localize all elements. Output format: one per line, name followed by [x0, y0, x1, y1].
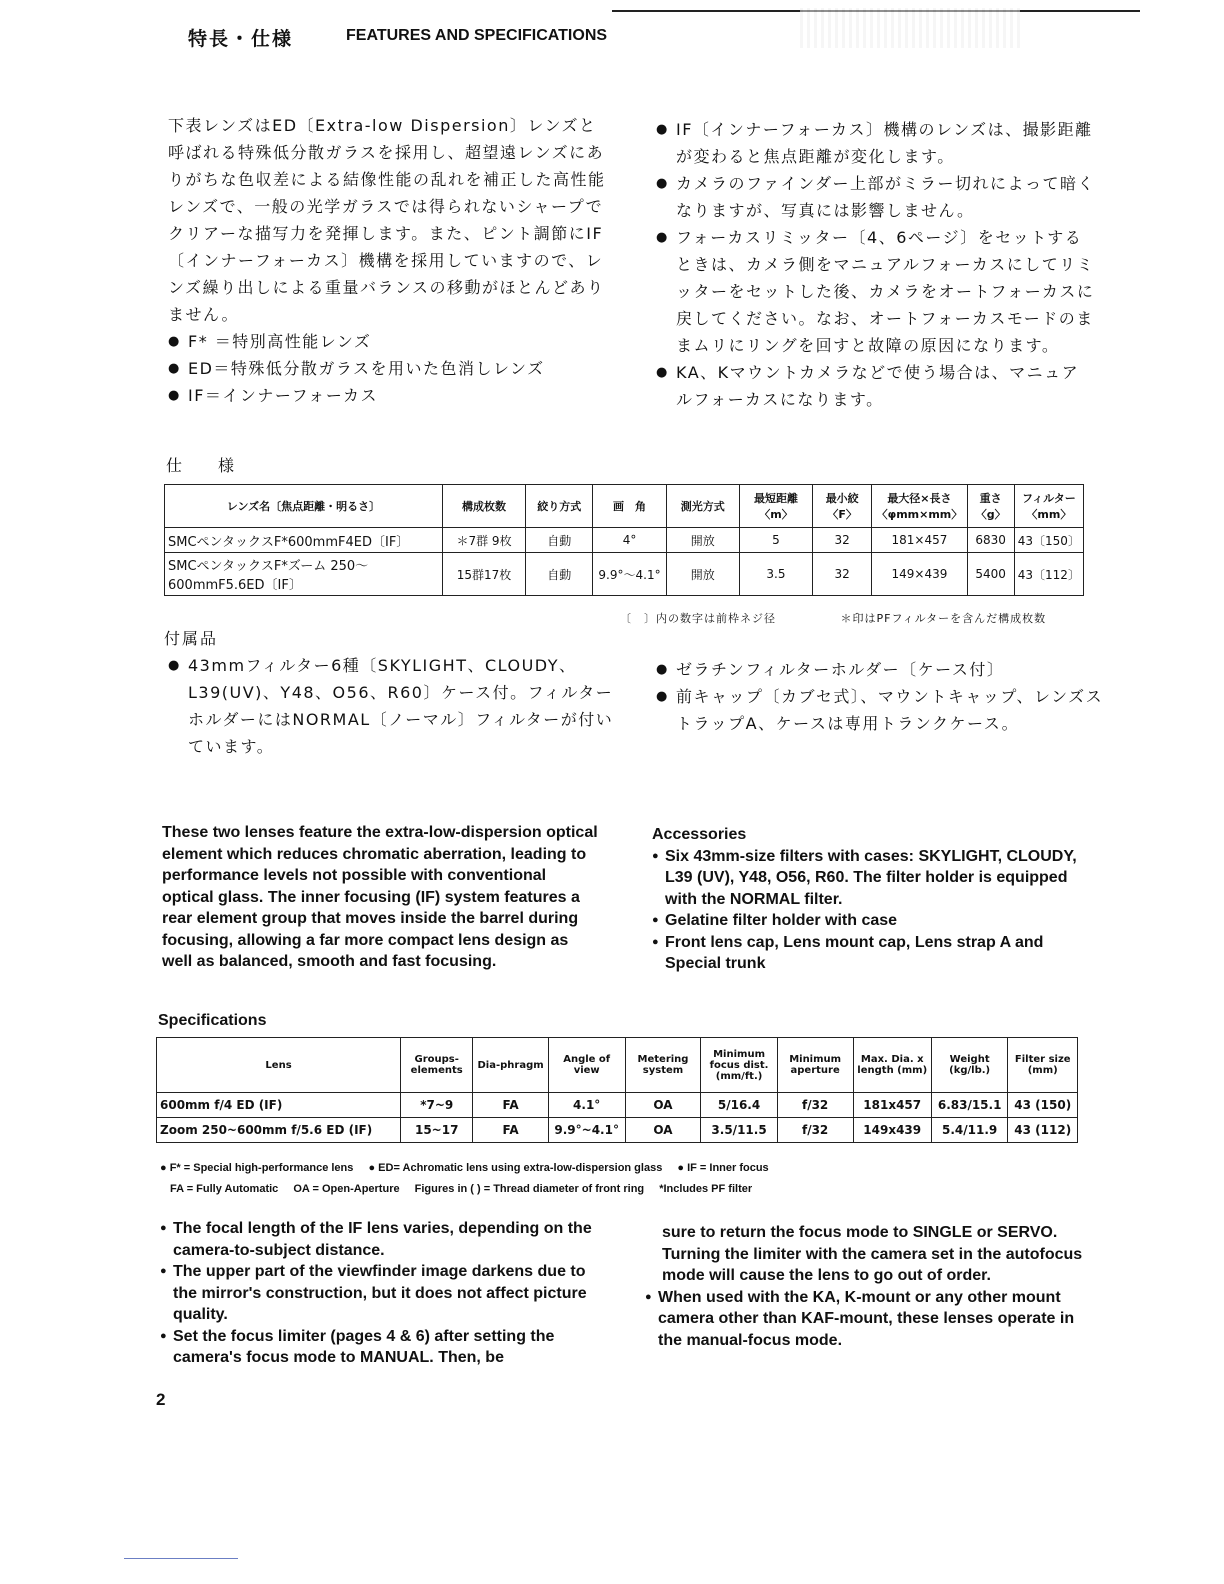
accessories-title-jp: 付属品	[164, 629, 219, 648]
table-row	[157, 1118, 1078, 1143]
en-note-continuation: sure to return the focus mode to SINGLE or SERVO. Turning the limiter with the camera set in the autofocus mode will cause the lens to go out of order.	[662, 1224, 1083, 1284]
accessories-jp-left	[168, 652, 628, 760]
jp-intro-bullets	[168, 328, 608, 409]
table-header-cell: Minimum focus dist. (mm/ft.)	[701, 1038, 777, 1093]
table-header-cell: 測光方式	[666, 485, 739, 528]
spec-title-en: Specifications	[158, 1012, 267, 1029]
table-header-cell: 最短距離〈m〉	[739, 485, 812, 528]
table-cell: 開放	[666, 553, 739, 596]
list-item: ● 前キャップ〔カブセ式〕、マウントキャップ、レンズストラップA、ケースは専用トランクケース。	[656, 683, 1116, 737]
table-cell: 開放	[666, 528, 739, 553]
table-header-cell: Max. Dia. x length (mm)	[853, 1038, 931, 1093]
scan-smudge	[800, 8, 1020, 48]
table-cell: 32	[813, 553, 872, 596]
table-cell: f/32	[777, 1093, 853, 1118]
table-cell: 32	[813, 528, 872, 553]
list-item: ● When used with the KA, K-mount or any other mount camera other than KAF-mount, these lenses operate in the manual-focus mode.	[645, 1287, 1085, 1352]
table-cell: 5	[739, 528, 812, 553]
accessories-en-list	[652, 846, 1092, 975]
table-header-cell: Minimum aperture	[777, 1038, 853, 1093]
spec-table-jp	[164, 484, 1084, 596]
table-cell: 43 (112)	[1008, 1118, 1078, 1143]
footnote: Figures in ( ) = Thread diameter of front ring	[414, 1183, 645, 1195]
page-number: 2	[156, 1390, 166, 1409]
list-item: ● IF〔インナーフォーカス〕機構のレンズは、撮影距離が変わると焦点距離が変化します。	[656, 116, 1096, 170]
footnote: *Includes PF filter	[659, 1183, 753, 1195]
table-cell: 6830	[967, 528, 1014, 553]
table-cell: Zoom 250~600mm f/5.6 ED (IF)	[157, 1118, 401, 1143]
list-item: ● Front lens cap, Lens mount cap, Lens strap A and Special trunk	[652, 932, 1092, 975]
table-cell: 181x457	[853, 1093, 931, 1118]
list-item: ● フォーカスリミッター〔4、6ページ〕をセットするときは、カメラ側をマニュアルフォーカスにしてリミッターをセットした後、カメラをオートフォーカスに戻してください。なお、オートフォーカスモードのままムリにリングを回すと故障の原因になります。	[656, 224, 1096, 359]
table-row	[157, 1093, 1078, 1118]
table-cell: 43〔112〕	[1014, 553, 1083, 596]
en-notes-right-list	[645, 1287, 1085, 1352]
table-row	[165, 528, 1084, 553]
en-accessories-section	[652, 824, 1092, 975]
en-notes-left-list	[160, 1218, 612, 1369]
table-header-cell: フィルター〈mm〉	[1014, 485, 1083, 528]
jp-notes-list	[656, 116, 1096, 413]
accessories-jp-left-list	[168, 652, 628, 760]
list-item: ● Gelatine filter holder with case	[652, 910, 1092, 932]
table-header-cell: Dia-phragm	[473, 1038, 549, 1093]
table-cell: SMCペンタックスF*600mmF4ED〔IF〕	[165, 528, 443, 553]
jp-intro-paragraph: 下表レンズはED〔Extra-low Dispersion〕レンズと呼ばれる特殊低分散ガラスを採用し、超望遠レンズにありがちな色収差による結像性能の乱れを補正した高性能レンズで、一般の光学ガラスでは得られないシャープでクリアーな描写力を発揮します。また、ピント調節にIF〔インナーフォーカス〕機構を採用していますので、レンズ繰り出しによる重量バランスの移動がほとんどありません。	[168, 116, 606, 324]
en-intro-section	[162, 822, 602, 973]
table-cell: OA	[625, 1118, 701, 1143]
list-item: ● The upper part of the viewfinder image darkens due to the mirror's construction, but it does not affect picture quality.	[160, 1261, 612, 1326]
table-header-cell: 重さ〈g〉	[967, 485, 1014, 528]
list-item: ● The focal length of the IF lens varies, depending on the camera-to-subject distance.	[160, 1218, 612, 1261]
table-header-cell: 構成枚数	[442, 485, 525, 528]
table-cell: 4°	[593, 528, 666, 553]
footnote: ● ED= Achromatic lens using extra-low-dispersion glass	[368, 1162, 663, 1174]
table-cell: 15~17	[401, 1118, 473, 1143]
table-cell: 9.9°〜4.1°	[593, 553, 666, 596]
table-header-cell: 画 角	[593, 485, 666, 528]
jp-notes-section	[656, 116, 1096, 413]
table-cell: 181×457	[872, 528, 967, 553]
table-cell: SMCペンタックスF*ズーム 250〜600mmF5.6ED〔IF〕	[165, 553, 443, 596]
table-cell: 6.83/15.1	[931, 1093, 1008, 1118]
table-header-cell: レンズ名〔焦点距離・明るさ〕	[165, 485, 443, 528]
spec-notes-jp	[620, 610, 1046, 626]
spec-footnotes-line-1	[160, 1162, 781, 1174]
table-header-cell: Metering system	[625, 1038, 701, 1093]
table-cell: ＊7群 9枚	[442, 528, 525, 553]
bottom-rule	[124, 1558, 238, 1559]
header-title-en: FEATURES AND SPECIFICATIONS	[346, 27, 608, 44]
header-title-jp: 特長・仕様	[188, 28, 294, 50]
table-cell: 43 (150)	[1008, 1093, 1078, 1118]
table-header-cell: Filter size (mm)	[1008, 1038, 1078, 1093]
en-notes-left	[160, 1218, 612, 1369]
table-cell: 149×439	[872, 553, 967, 596]
table-cell: 15群17枚	[442, 553, 525, 596]
table-row	[165, 553, 1084, 596]
footnote: ● F* = Special high-performance lens	[160, 1162, 354, 1174]
accessories-jp-right	[656, 656, 1116, 737]
spec-note-pf: ＊印はPFフィルターを含んだ構成枚数	[840, 612, 1047, 625]
table-cell: 自動	[526, 528, 593, 553]
table-cell: 自動	[526, 553, 593, 596]
table-cell: 43〔150〕	[1014, 528, 1083, 553]
table-cell: f/32	[777, 1118, 853, 1143]
table-header-cell: 最大径×長さ〈φmm×mm〉	[872, 485, 967, 528]
list-item: ● ゼラチンフィルターホルダー〔ケース付〕	[656, 656, 1116, 683]
table-header-cell: Groups-elements	[401, 1038, 473, 1093]
list-item: ● IF＝インナーフォーカス	[168, 382, 608, 409]
jp-intro-section	[168, 112, 608, 409]
table-header-row	[165, 485, 1084, 528]
spec-table-en	[156, 1037, 1078, 1143]
list-item: ● 43mmフィルター6種〔SKYLIGHT、CLOUDY、L39(UV)、Y48、O56、R60〕ケース付。フィルターホルダーにはNORMAL〔ノーマル〕フィルターが付いています。	[168, 652, 628, 760]
list-item: ● Six 43mm-size filters with cases: SKYLIGHT, CLOUDY, L39 (UV), Y48, O56, R60. The filter holder is equipped with the NORMAL filter.	[652, 846, 1092, 911]
list-item: ● KA、Kマウントカメラなどで使う場合は、マニュアルフォーカスになります。	[656, 359, 1096, 413]
table-header-row	[157, 1038, 1078, 1093]
list-item: ● F* ＝特別高性能レンズ	[168, 328, 608, 355]
table-header-cell: Lens	[157, 1038, 401, 1093]
table-cell: *7~9	[401, 1093, 473, 1118]
table-cell: 5400	[967, 553, 1014, 596]
table-cell: 3.5	[739, 553, 812, 596]
table-cell: 5.4/11.9	[931, 1118, 1008, 1143]
spec-note-thread: 〔 〕内の数字は前枠ネジ径	[620, 612, 776, 625]
spec-title-jp: 仕 様	[166, 456, 245, 475]
accessories-title-en: Accessories	[652, 826, 747, 843]
list-item: ● ED＝特殊低分散ガラスを用いた色消しレンズ	[168, 355, 608, 382]
spec-footnotes-line-2	[170, 1183, 764, 1195]
table-cell: 9.9°~4.1°	[548, 1118, 625, 1143]
table-cell: 600mm f/4 ED (IF)	[157, 1093, 401, 1118]
en-notes-right	[645, 1222, 1085, 1351]
table-cell: OA	[625, 1093, 701, 1118]
table-cell: 3.5/11.5	[701, 1118, 777, 1143]
table-cell: 5/16.4	[701, 1093, 777, 1118]
table-header-cell: 絞り方式	[526, 485, 593, 528]
table-cell: FA	[473, 1118, 549, 1143]
table-cell: 149x439	[853, 1118, 931, 1143]
table-header-cell: Angle of view	[548, 1038, 625, 1093]
footnote: OA = Open-Aperture	[293, 1183, 400, 1195]
list-item: ● カメラのファインダー上部がミラー切れによって暗くなりますが、写真には影響しません。	[656, 170, 1096, 224]
footnote: FA = Fully Automatic	[170, 1183, 279, 1195]
en-intro-paragraph: These two lenses feature the extra-low-dispersion optical element which reduces chromatic aberration, leading to performance levels not possible with conventional optical glass. The inner focusing (IF) system features a rear element group that moves inside the barrel during focusing, allowing a far more compact lens design as well as balanced, smooth and fast focusing.	[162, 824, 598, 970]
table-header-cell: 最小絞〈F〉	[813, 485, 872, 528]
table-cell: FA	[473, 1093, 549, 1118]
list-item: ● Set the focus limiter (pages 4 & 6) after setting the camera's focus mode to MANUAL. Then, be	[160, 1326, 612, 1369]
table-cell: 4.1°	[548, 1093, 625, 1118]
accessories-jp-right-list	[656, 656, 1116, 737]
footnote: ● IF = Inner focus	[677, 1162, 769, 1174]
table-header-cell: Weight (kg/lb.)	[931, 1038, 1008, 1093]
